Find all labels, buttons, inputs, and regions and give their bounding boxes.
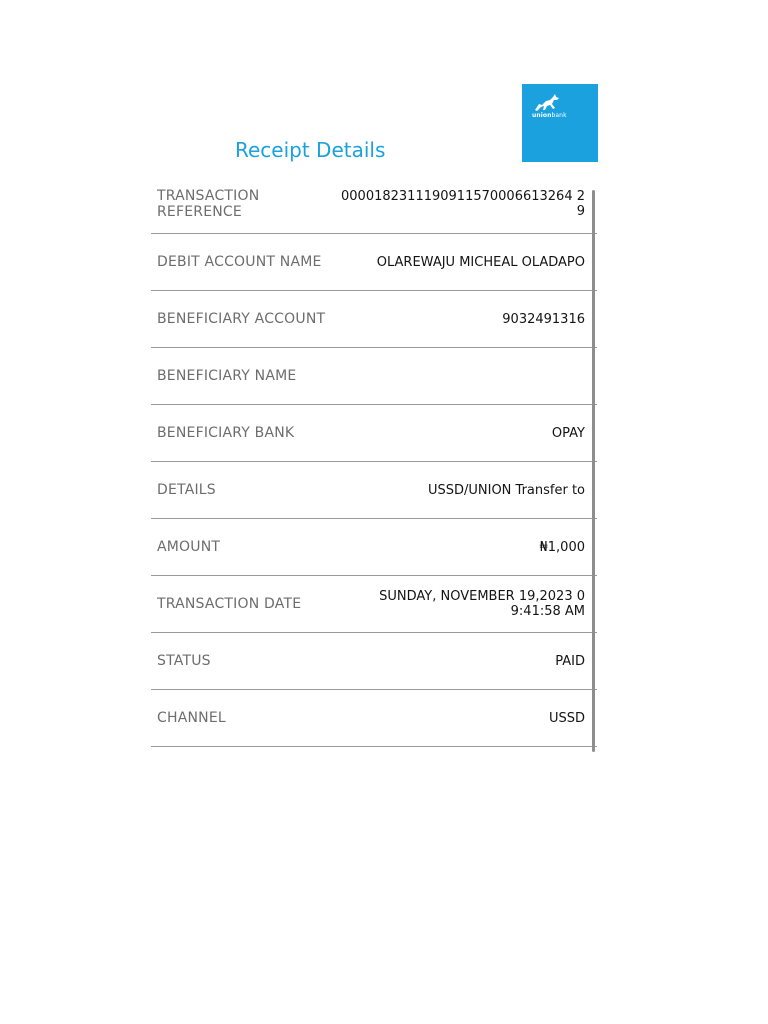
row-value: PAID bbox=[555, 653, 585, 669]
row-label: DETAILS bbox=[157, 482, 216, 498]
row-beneficiary-name bbox=[151, 348, 597, 405]
row-label: STATUS bbox=[157, 653, 211, 669]
row-value: USSD bbox=[548, 710, 585, 726]
row-beneficiary-account bbox=[151, 291, 597, 348]
row-transaction-reference bbox=[151, 175, 597, 234]
row-value: 0000182311190911570006613264 29 bbox=[341, 189, 585, 219]
horse-icon bbox=[532, 92, 562, 114]
row-value: OPAY bbox=[551, 425, 585, 441]
row-label: DEBIT ACCOUNT NAME bbox=[157, 254, 322, 270]
row-transaction-date bbox=[151, 576, 597, 633]
row-channel bbox=[151, 690, 597, 747]
logo-wordmark: unionbank bbox=[532, 112, 567, 119]
row-label: BENEFICIARY ACCOUNT bbox=[157, 311, 326, 327]
row-status bbox=[151, 633, 597, 690]
row-label: TRANSACTION REFERENCE bbox=[157, 188, 260, 220]
union-bank-logo bbox=[522, 84, 598, 162]
row-value: SUNDAY, NOVEMBER 19,2023 09:41:58 AM bbox=[379, 589, 585, 619]
row-label: BENEFICIARY NAME bbox=[157, 368, 297, 384]
page-title: Receipt Details bbox=[235, 138, 386, 162]
row-label: TRANSACTION DATE bbox=[157, 596, 302, 612]
row-value: 9032491316 bbox=[502, 311, 585, 327]
row-value: USSD/UNION Transfer to bbox=[427, 482, 585, 498]
row-value: OLAREWAJU MICHEAL OLADAPO bbox=[376, 254, 585, 270]
row-amount bbox=[151, 519, 597, 576]
row-beneficiary-bank bbox=[151, 405, 597, 462]
row-label: AMOUNT bbox=[157, 539, 221, 555]
row-details bbox=[151, 462, 597, 519]
row-value: ₦1,000 bbox=[539, 539, 585, 555]
receipt-table bbox=[151, 175, 597, 747]
row-label: BENEFICIARY BANK bbox=[157, 425, 295, 441]
row-debit-account-name bbox=[151, 234, 597, 291]
scrollbar[interactable] bbox=[592, 190, 595, 752]
row-label: CHANNEL bbox=[157, 710, 226, 726]
